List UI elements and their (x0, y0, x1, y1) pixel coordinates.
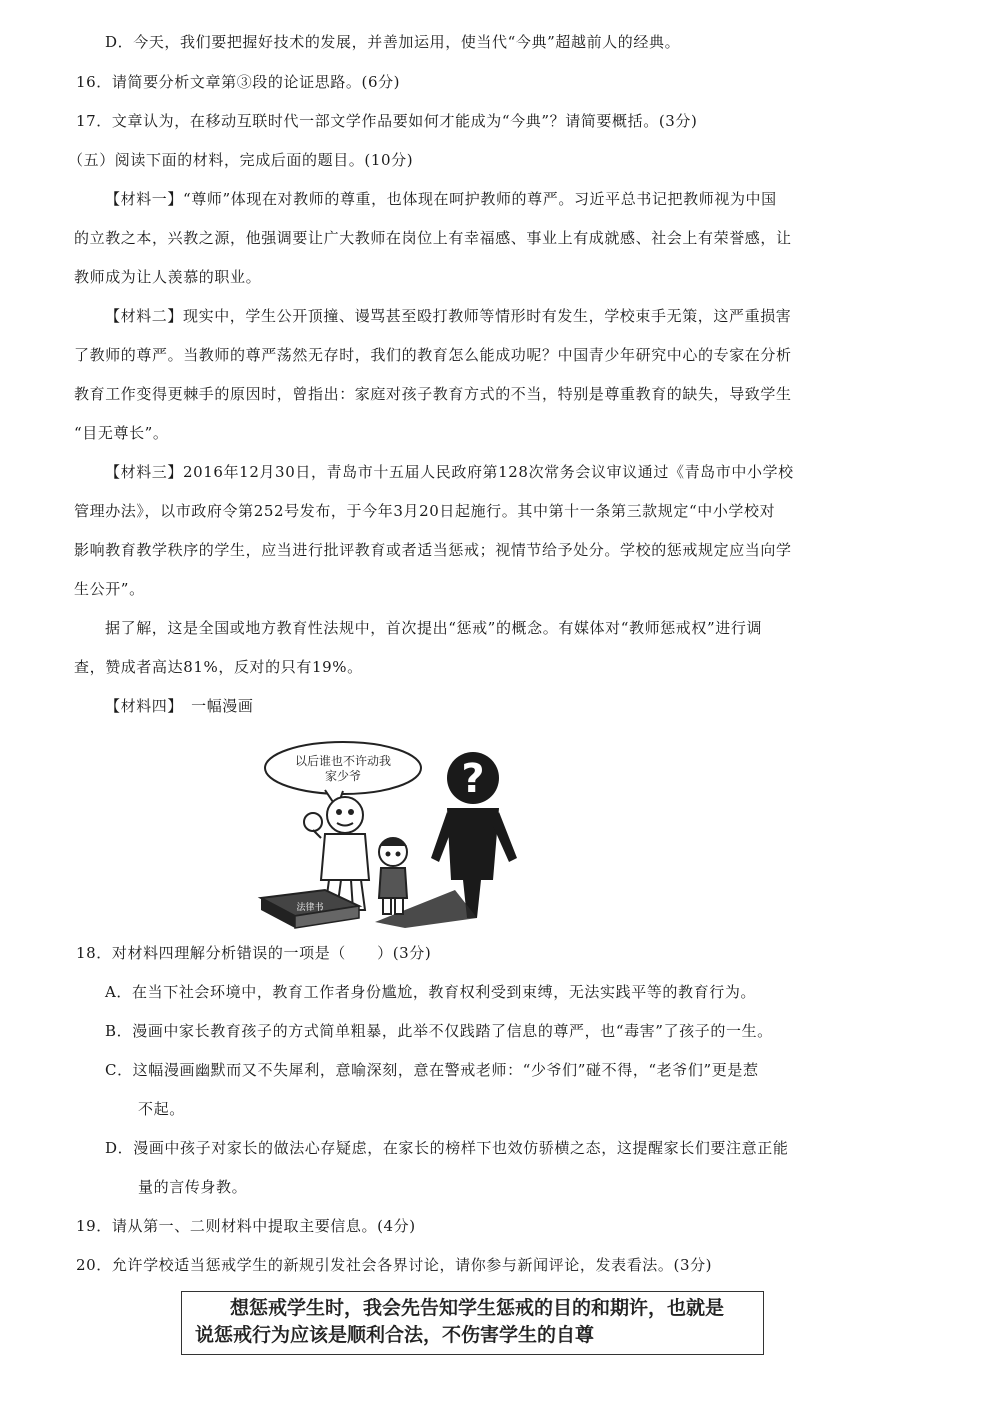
cartoon-illustration (255, 730, 545, 930)
question-16: 16．请简要分析文章第③段的论证思路。(6分) (76, 73, 401, 91)
book-label: 法律书 (296, 903, 324, 913)
section-5-heading: （五）阅读下面的材料，完成后面的题目。(10分) (68, 151, 414, 169)
material-1-line-1: 【材料一】“尊师”体现在对教师的尊重，也体现在呵护教师的尊严。习近平总书记把教师视为中国 (105, 190, 777, 208)
material-3-line-3: 影响教育教学秩序的学生，应当进行批评教育或者适当惩戒；视情节给予处分。学校的惩戒规定应当向学 (74, 541, 792, 559)
option-d-line: D．今天，我们要把握好技术的发展，并善加运用，使当代“今典”超越前人的经典。 (105, 33, 681, 51)
survey-line-2: 查，赞成者高达81%，反对的只有19%。 (74, 658, 363, 676)
q18-option-a: A．在当下社会环境中，教育工作者身份尴尬，教育权利受到束缚，无法实践平等的教育行为。 (105, 983, 757, 1001)
material-2-line-3: 教育工作变得更棘手的原因时，曾指出：家庭对孩子教育方式的不当，特别是尊重教育的缺失，导致学生 (74, 385, 792, 403)
material-4-heading: 【材料四】 一幅漫画 (105, 697, 254, 715)
q18-option-c-line-1: C．这幅漫画幽默而又不失犀利，意喻深刻，意在警戒老师：“少爷们”碰不得，“老爷们”更是惹 (105, 1061, 759, 1079)
answer-line-1: 想惩戒学生时，我会先告知学生惩戒的目的和期许，也就是 (230, 1297, 725, 1319)
book-stack (261, 890, 359, 928)
question-17: 17．文章认为，在移动互联时代一部文学作品要如何才能成为“今典”？请简要概括。(3分) (76, 112, 698, 130)
child-figure (379, 838, 407, 914)
q18-option-d-line-1: D．漫画中孩子对家长的做法心存疑虑，在家长的榜样下也效仿骄横之态，这提醒家长们要注意正能 (105, 1139, 789, 1157)
material-3-line-4: 生公开”。 (74, 580, 145, 598)
q18-option-b: B．漫画中家长教育孩子的方式简单粗暴，此举不仅践踏了信息的尊严，也“毒害”了孩子的一生。 (105, 1022, 773, 1040)
answer-line-2: 说惩戒行为应该是顺利合法，不伤害学生的自尊 (195, 1324, 595, 1346)
question-20: 20．允许学校适当惩戒学生的新规引发社会各界讨论，请你参与新闻评论，发表看法。(3分) (76, 1256, 713, 1274)
material-1-line-2: 的立教之本，兴教之源，他强调要让广大教师在岗位上有幸福感、事业上有成就感、社会上有荣誉感，让 (74, 229, 792, 247)
question-19: 19．请从第一、二则材料中提取主要信息。(4分) (76, 1217, 416, 1235)
shadow-figure (431, 752, 517, 918)
question-mark-icon: ? (461, 756, 485, 802)
question-18: 18．对材料四理解分析错误的一项是（ ）(3分) (76, 944, 432, 962)
material-1-line-3: 教师成为让人羡慕的职业。 (74, 268, 262, 286)
q18-option-d-line-2: 量的言传身教。 (138, 1178, 248, 1196)
survey-line-1: 据了解，这是全国或地方教育性法规中，首次提出“惩戒”的概念。有媒体对“教师惩戒权”进行调 (105, 619, 763, 637)
material-3-line-1: 【材料三】2016年12月30日，青岛市十五届人民政府第128次常务会议审议通过《青岛市中小学校 (105, 463, 794, 481)
material-2-line-4: “目无尊长”。 (74, 424, 169, 442)
material-3-line-2: 管理办法》，以市政府令第252号发布，于今年3月20日起施行。其中第十一条第三款规定“中小学校对 (74, 502, 776, 520)
bubble-text-line-1: 以后谁也不许动我 (294, 754, 392, 768)
bubble-text-line-2: 家少爷 (324, 769, 362, 783)
q18-option-c-line-2: 不起。 (138, 1100, 185, 1118)
material-2-line-1: 【材料二】现实中，学生公开顶撞、谩骂甚至殴打教师等情形时有发生，学校束手无策，这严重损害 (105, 307, 792, 325)
material-2-line-2: 了教师的尊严。当教师的尊严荡然无存时，我们的教育怎么能成功呢？中国青少年研究中心的专家在分析 (74, 346, 792, 364)
